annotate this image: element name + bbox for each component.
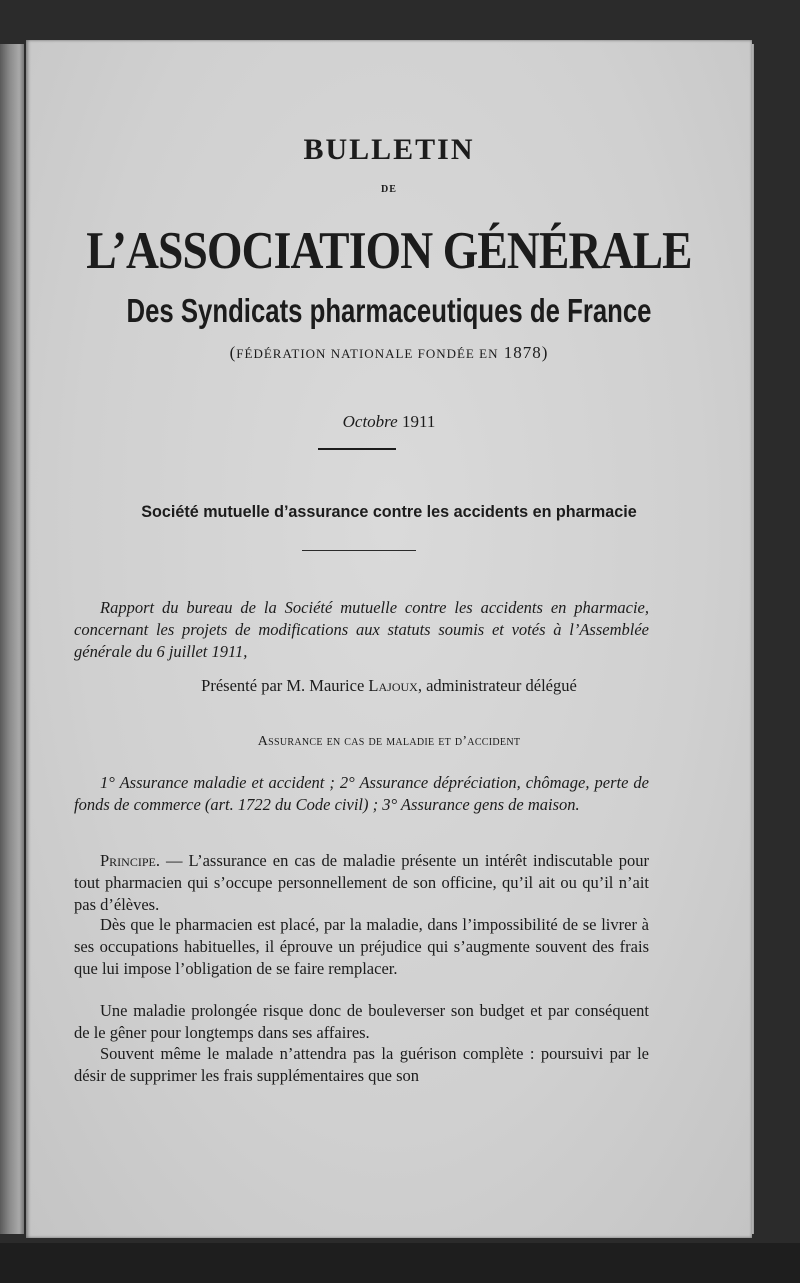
bulletin-title: BULLETIN [303, 133, 475, 166]
report-description: Rapport du bureau de la Société mutuelle contre les accidents en pharmacie, concernant les projets de modifications aux statuts soumis et votés à l’Assemblée générale du 6 juillet 1911, [74, 598, 649, 661]
presented-suffix: , administrateur délégué [417, 676, 577, 695]
principe-paragraph [74, 850, 649, 916]
article-title: Société mutuelle d’assurance contre les accidents en pharmacie [141, 502, 637, 521]
federation-line [26, 343, 752, 363]
presented-by-line [26, 676, 752, 696]
issue-month: Octobre [342, 412, 398, 431]
federation-year: 1878 [503, 343, 542, 362]
intro-paragraph: 1° Assurance maladie et accident ; 2° Assurance dépréciation, chômage, perte de fonds de commerce (art. 1722 du Code civil) ; 3° Assurance gens de maison. [74, 773, 649, 814]
paragraph-4: Souvent même le malade n’attendra pas la guérison complète : poursuivi par le désir de supprimer les frais supplémentaires que son [74, 1044, 649, 1085]
title-de: DE [381, 184, 397, 195]
issue-date [26, 412, 752, 432]
paragraph-2: Dès que le pharmacien est placé, par la maladie, dans l’impossibilité de se livrer à ses occupations habituelles, il éprouve un préjudice qui s’augmente souvent des frais que lui impose l’obligation de se faire remplacer. [74, 915, 649, 978]
document-page [26, 40, 752, 1238]
principe-text: — L’assurance en cas de maladie présente un intérêt indiscutable pour tout pharmacien qui s’occupe personnellement de son officine, qu’il ait ou qu’il n’ait pas d’élèves. [74, 851, 649, 914]
presenter-name: Lajoux [368, 676, 418, 695]
article-rule [302, 550, 416, 551]
facing-page-edge [0, 44, 24, 1234]
section-heading-text: Assurance en cas de maladie et d’accident [257, 734, 521, 749]
date-rule [318, 448, 396, 450]
association-title: L’ASSOCIATION GÉNÉRALE [86, 222, 692, 280]
syndicats-subtitle: Des Syndicats pharmaceutiques de France [126, 292, 652, 329]
federation-paren-open: ( [229, 343, 237, 362]
scanner-background [0, 1243, 800, 1283]
section-heading [26, 734, 752, 750]
issue-year: 1911 [401, 412, 436, 431]
principe-label: Principe. [100, 851, 160, 870]
paragraph-3: Une maladie prolongée risque donc de bouleverser son budget et par conséquent de le gêner pour longtemps dans ses affaires. [74, 1001, 649, 1042]
federation-text: FÉDÉRATION NATIONALE FONDÉE EN [236, 346, 499, 361]
federation-paren-close: ) [541, 343, 549, 362]
presented-prefix: Présenté par M. Maurice [201, 676, 365, 695]
